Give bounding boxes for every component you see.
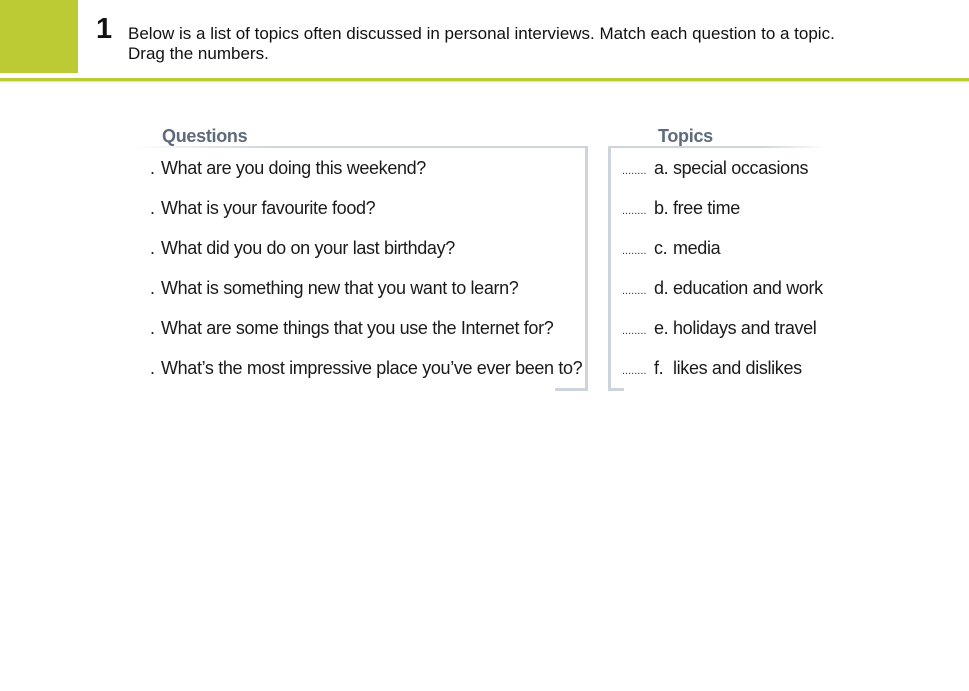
question-number-slot[interactable]: . xyxy=(150,198,155,218)
instruction-line-2: Drag the numbers. xyxy=(128,44,269,63)
questions-heading: Questions xyxy=(162,126,248,146)
topic-item xyxy=(622,196,823,236)
topics-list xyxy=(622,156,823,396)
instruction-line-1: Below is a list of topics often discussed in personal interviews. Match each question to a topic. xyxy=(128,24,835,43)
topic-text: likes and dislikes xyxy=(673,358,802,378)
question-number-slot[interactable]: . xyxy=(150,238,155,258)
questions-heading-rule xyxy=(136,146,588,148)
topic-letter: e. xyxy=(654,318,669,338)
topic-letter: b. xyxy=(654,198,669,218)
instructions xyxy=(128,24,948,64)
question-item[interactable] xyxy=(150,356,582,396)
topic-item xyxy=(622,156,823,196)
topic-text: special occasions xyxy=(673,158,809,178)
question-text: What is your favourite food? xyxy=(161,198,376,218)
topic-drop-target[interactable]: ........ xyxy=(622,165,647,177)
question-item[interactable] xyxy=(150,196,582,236)
topic-text: education and work xyxy=(673,278,823,298)
topic-item xyxy=(622,236,823,276)
topics-heading: Topics xyxy=(658,126,713,146)
topic-drop-target[interactable]: ........ xyxy=(622,205,647,217)
questions-list xyxy=(150,156,582,396)
question-item[interactable] xyxy=(150,276,582,316)
question-item[interactable] xyxy=(150,316,582,356)
question-text: What is something new that you want to learn? xyxy=(161,278,519,298)
topic-text: holidays and travel xyxy=(673,318,817,338)
topic-drop-target[interactable]: ........ xyxy=(622,365,647,377)
topic-drop-target[interactable]: ........ xyxy=(622,245,647,257)
topic-item xyxy=(622,276,823,316)
exercise-number: 1 xyxy=(96,13,113,45)
question-number-slot[interactable]: . xyxy=(150,358,155,378)
topic-letter: c. xyxy=(654,238,668,258)
topic-letter: f. xyxy=(654,358,664,378)
header-rule-shadow xyxy=(0,81,969,83)
topic-letter: d. xyxy=(654,278,669,298)
topic-text: free time xyxy=(673,198,740,218)
question-text: What did you do on your last birthday? xyxy=(161,238,455,258)
question-item[interactable] xyxy=(150,156,582,196)
question-text: What’s the most impressive place you’ve ever been to? xyxy=(161,358,583,378)
topic-drop-target[interactable]: ........ xyxy=(622,325,647,337)
question-item[interactable] xyxy=(150,236,582,276)
question-text: What are some things that you use the Internet for? xyxy=(161,318,554,338)
question-text: What are you doing this weekend? xyxy=(161,158,426,178)
question-number-slot[interactable]: . xyxy=(150,278,155,298)
topic-text: media xyxy=(673,238,721,258)
topic-drop-target[interactable]: ........ xyxy=(622,285,647,297)
topic-letter: a. xyxy=(654,158,669,178)
accent-block xyxy=(0,0,78,73)
question-number-slot[interactable]: . xyxy=(150,158,155,178)
topics-heading-rule xyxy=(608,146,826,148)
topic-item xyxy=(622,316,823,356)
question-number-slot[interactable]: . xyxy=(150,318,155,338)
topic-item xyxy=(622,356,823,396)
